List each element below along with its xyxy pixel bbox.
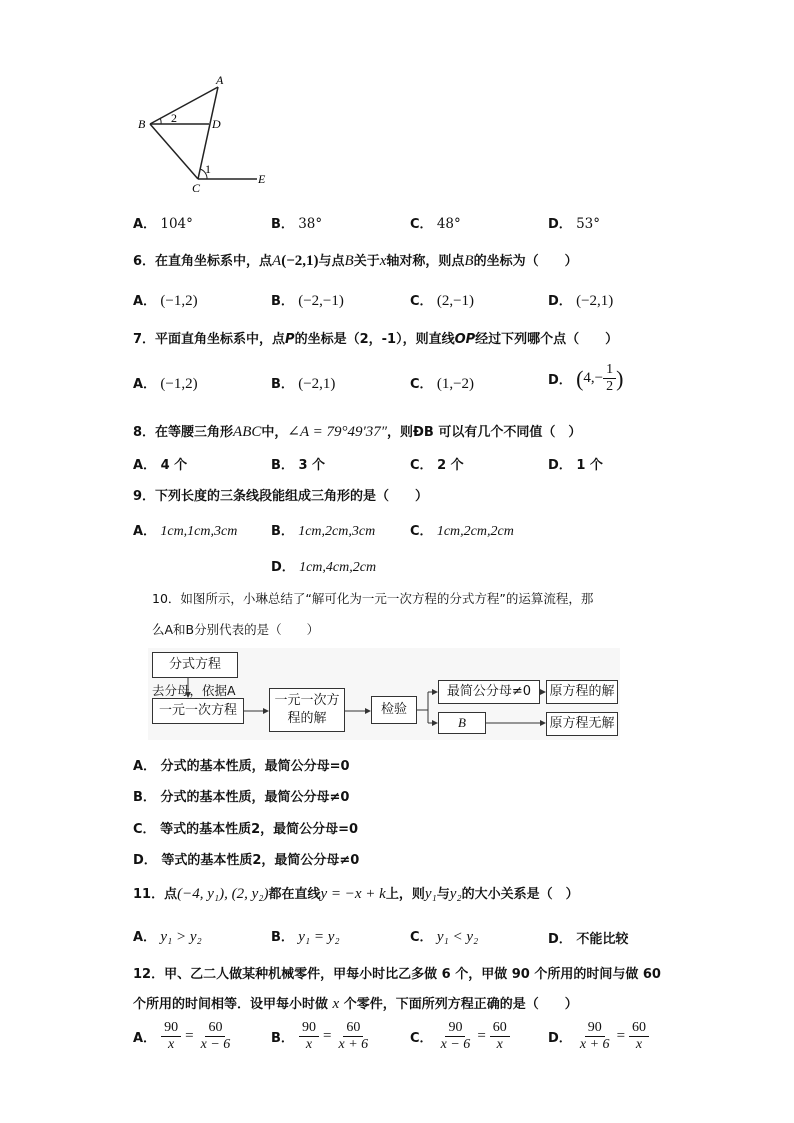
q12-stem-line1: 12．甲、乙二人做某种机械零件，甲每小时比乙多做 6 个，甲做 90 个所用的时间与做 60 — [133, 967, 661, 982]
option-text: 分式的基本性质，最简公分母≠0 — [160, 790, 350, 805]
denominator: x — [168, 1037, 175, 1052]
option-text-pre: 4,− — [583, 370, 604, 386]
numerator: 60 — [490, 1020, 510, 1037]
paren-close: ) — [616, 365, 624, 391]
x-var: x — [379, 253, 387, 269]
option-label: D． — [548, 1031, 572, 1046]
point-b-2: B — [464, 253, 474, 269]
option-label: A． — [133, 294, 157, 309]
q7-stem — [133, 328, 618, 347]
option-label: C． — [410, 217, 433, 232]
q11-option-d[interactable] — [548, 928, 628, 947]
q8-text-post: ，则ÐB 可以有几个不同值（ ） — [387, 425, 582, 440]
q7-text-post: 经过下列哪个点（ ） — [475, 332, 619, 347]
flowchart — [148, 648, 620, 740]
numerator: 90 — [445, 1020, 465, 1037]
q7-option-a[interactable] — [133, 373, 198, 393]
q9-option-d[interactable] — [271, 556, 376, 576]
angle-1-label: 1 — [205, 162, 211, 176]
label-E: E — [258, 172, 266, 186]
q7-option-d[interactable] — [548, 362, 623, 395]
q6-text-pre: 6．在直角坐标系中，点 — [133, 254, 273, 269]
points: (−4, y₁), (2, y₂) — [177, 886, 269, 902]
option-label: B． — [133, 790, 156, 805]
numerator: 90 — [161, 1020, 181, 1037]
option-text: y₁ > y₂ — [160, 929, 202, 945]
angle-a: ∠A = 79°49′37″ — [287, 424, 388, 440]
label-D: D — [212, 117, 221, 131]
equals-sign: = — [185, 1028, 194, 1044]
option-label: B． — [271, 377, 294, 392]
option-text: (−2,1) — [576, 293, 614, 309]
q11-option-b[interactable] — [271, 926, 340, 946]
option-text: 4 个 — [160, 458, 188, 473]
flow-box-lcd-nonzero: 最简公分母≠0 — [438, 680, 540, 704]
denominator: x — [635, 1037, 643, 1052]
flow-box-fractional-equation: 分式方程 — [152, 652, 238, 678]
q8-option-c[interactable] — [410, 454, 464, 473]
left-fraction — [577, 1020, 613, 1053]
numerator: 60 — [629, 1020, 649, 1037]
option-text: 不能比较 — [576, 932, 629, 947]
label-A: A — [216, 73, 224, 87]
q11-option-a[interactable] — [133, 926, 202, 946]
option-text: (2,−1) — [436, 293, 475, 309]
right-fraction — [629, 1020, 649, 1053]
option-text: 104° — [160, 216, 193, 232]
option-text: 3 个 — [298, 458, 326, 473]
option-text: 等式的基本性质2，最简公分母=0 — [160, 822, 359, 837]
flow-box-linear-solution: 一元一次方程的解 — [269, 688, 345, 732]
option-label: B． — [271, 930, 294, 945]
option-text: (1,−2) — [436, 376, 475, 392]
x-var: x — [332, 996, 340, 1012]
q8-option-d[interactable] — [548, 454, 603, 473]
q9-option-b[interactable] — [271, 520, 375, 540]
q7-option-c[interactable] — [410, 373, 474, 393]
q6-option-a[interactable] — [133, 290, 198, 310]
option-label: A． — [133, 377, 157, 392]
equals-sign: = — [323, 1028, 332, 1044]
option-label: C． — [410, 294, 433, 309]
denominator: x + 6 — [338, 1037, 369, 1052]
q6-text-mid: 与点 — [318, 254, 345, 269]
q12-option-d[interactable] — [548, 1020, 649, 1053]
option-text: 等式的基本性质2，最简公分母≠0 — [161, 853, 360, 868]
q8-text-mid: 中， — [261, 425, 288, 440]
q11-text-mid: 都在直线 — [268, 887, 321, 902]
option-label: C． — [410, 930, 433, 945]
option-label: D． — [548, 458, 572, 473]
q6-text-mid2: 关于 — [353, 254, 380, 269]
option-label: A． — [133, 458, 157, 473]
q7-option-b[interactable] — [271, 373, 335, 393]
option-label: B． — [271, 217, 294, 232]
fraction — [603, 362, 616, 395]
numerator: 90 — [585, 1020, 605, 1037]
option-label: B． — [271, 294, 294, 309]
q11-text-and: 与 — [436, 887, 450, 902]
option-label: C． — [410, 524, 433, 539]
left-fraction — [438, 1020, 474, 1053]
q10-option-c[interactable] — [133, 818, 358, 837]
q12-option-c[interactable] — [410, 1020, 510, 1053]
q10-stem-line1: 10．如图所示，小琳总结了“解可化为一元一次方程的分式方程”的运算流程，那 — [152, 591, 594, 606]
option-text: 53° — [576, 216, 601, 232]
option-label: B． — [271, 1031, 294, 1046]
equation — [577, 1020, 649, 1053]
right-fraction — [198, 1020, 234, 1053]
option-label: D． — [548, 217, 572, 232]
q7-text-pre: 7．平面直角坐标系中，点 — [133, 332, 286, 347]
option-text: (−1,2) — [160, 293, 198, 309]
q5-option-c[interactable] — [410, 213, 461, 232]
q11-text-mid2: 上，则 — [385, 887, 425, 902]
angle-2-label: 2 — [171, 111, 177, 125]
q6-option-d[interactable] — [548, 290, 613, 310]
q11-option-c[interactable] — [410, 926, 478, 946]
option-label: C． — [410, 377, 433, 392]
flow-box-no-solution: 原方程无解 — [546, 712, 618, 736]
option-text: 48° — [436, 216, 461, 232]
numerator: 60 — [343, 1020, 363, 1037]
q8-stem — [133, 421, 581, 441]
q11-text-pre: 11．点 — [133, 887, 178, 902]
option-text: 1cm,1cm,3cm — [160, 524, 238, 539]
y2: y₂ — [449, 886, 462, 902]
option-label: D． — [548, 373, 572, 388]
denominator: x — [305, 1037, 313, 1052]
option-text: 2 个 — [437, 458, 464, 473]
q12-option-a[interactable] — [133, 1020, 233, 1053]
denominator: x − 6 — [200, 1037, 231, 1052]
option-label: B． — [271, 458, 294, 473]
paren-open: ( — [576, 365, 584, 391]
option-label: A． — [133, 217, 157, 232]
equation — [161, 1020, 233, 1053]
numerator: 60 — [205, 1020, 225, 1037]
q12-text-b: 个零件，下面所列方程正确的是（ ） — [343, 997, 578, 1012]
right-fraction — [490, 1020, 510, 1053]
q9-stem: 9．下列长度的三条线段能组成三角形的是（ ） — [133, 489, 429, 504]
option-text: y₁ = y₂ — [298, 929, 340, 945]
line-equation: y = −x + k — [320, 886, 386, 902]
option-text: 1 个 — [576, 458, 603, 473]
q6-stem — [133, 250, 578, 270]
denominator: x — [496, 1037, 503, 1052]
q8-text-pre: 8．在等腰三角形 — [133, 425, 234, 440]
left-fraction — [299, 1020, 319, 1053]
option-label: C． — [410, 1031, 433, 1046]
option-label: D． — [548, 294, 572, 309]
q8-option-a[interactable] — [133, 454, 187, 473]
q5-option-d[interactable] — [548, 213, 600, 232]
flow-box-b-label: B — [458, 715, 466, 730]
q6-option-b[interactable] — [271, 290, 344, 310]
flow-step-label: 去分母，依据A — [152, 683, 236, 698]
denominator: x + 6 — [579, 1037, 610, 1052]
option-text: 1cm,4cm,2cm — [299, 560, 377, 575]
q7-text-mid: 的坐标是（2，-1），则直线 — [294, 332, 455, 347]
flow-box-check: 检验 — [371, 696, 417, 724]
q5-option-b[interactable] — [271, 213, 322, 232]
option-label: A． — [133, 759, 157, 774]
point-p: P — [285, 332, 295, 347]
flow-box-linear-equation: 一元一次方程 — [152, 698, 244, 724]
label-C: C — [192, 181, 201, 195]
option-label: B． — [271, 524, 294, 539]
line-op: OP — [454, 332, 476, 347]
label-B: B — [138, 117, 146, 131]
point-a: A — [272, 253, 282, 269]
q12-text-a: 个所用的时间相等．设甲每小时做 — [133, 997, 329, 1012]
denominator: x − 6 — [440, 1037, 471, 1052]
option-text: (−1,2) — [160, 376, 198, 392]
option-label: D． — [548, 932, 572, 947]
option-text: 38° — [298, 216, 323, 232]
option-label: A． — [133, 930, 157, 945]
q5-option-a[interactable] — [133, 213, 193, 232]
option-text: y₁ < y₂ — [436, 929, 479, 945]
option-label: C． — [410, 458, 433, 473]
q6-text-mid3: 轴对称，则点 — [386, 254, 465, 269]
q6-text-post: 的坐标为（ ） — [473, 254, 578, 269]
option-label: D． — [133, 853, 157, 868]
q12-option-b[interactable] — [271, 1020, 371, 1053]
q9-option-c[interactable] — [410, 520, 514, 540]
point-a-coord: (−2,1) — [281, 253, 319, 269]
option-label: A． — [133, 1031, 157, 1046]
y1: y₁ — [424, 886, 437, 902]
q10-option-d[interactable] — [133, 849, 359, 868]
numerator: 1 — [603, 362, 616, 379]
point-b: B — [344, 253, 354, 269]
option-text: (−2,−1) — [298, 293, 344, 309]
option-text: 1cm,2cm,3cm — [298, 524, 376, 539]
q10-option-b[interactable] — [133, 786, 349, 805]
triangle-figure — [130, 70, 280, 195]
numerator: 90 — [299, 1020, 319, 1037]
q12-stem-line2 — [133, 993, 578, 1013]
option-label: A． — [133, 524, 157, 539]
q10-option-a[interactable] — [133, 755, 350, 774]
triangle-abc: ABC — [233, 424, 262, 440]
option-label: C． — [133, 822, 156, 837]
q10-stem-line2: 么A和B分别代表的是（ ） — [152, 622, 320, 637]
equals-sign: = — [616, 1028, 626, 1044]
denominator: 2 — [606, 379, 614, 394]
q11-stem — [133, 883, 579, 903]
left-fraction — [161, 1020, 181, 1053]
q9-option-a[interactable] — [133, 520, 237, 540]
q11-text-post: 的大小关系是（ ） — [461, 887, 579, 902]
flow-arrows — [148, 648, 620, 740]
right-fraction — [335, 1020, 371, 1053]
equation — [438, 1020, 510, 1053]
option-text: 分式的基本性质，最简公分母=0 — [160, 759, 350, 774]
option-text: (−2,1) — [298, 376, 336, 392]
option-text: 1cm,2cm,2cm — [436, 524, 514, 539]
q6-option-c[interactable] — [410, 290, 474, 310]
q8-option-b[interactable] — [271, 454, 325, 473]
option-label: D． — [271, 560, 295, 575]
equation — [299, 1020, 371, 1053]
flow-box-original-solution: 原方程的解 — [546, 680, 618, 704]
equals-sign: = — [477, 1028, 486, 1044]
